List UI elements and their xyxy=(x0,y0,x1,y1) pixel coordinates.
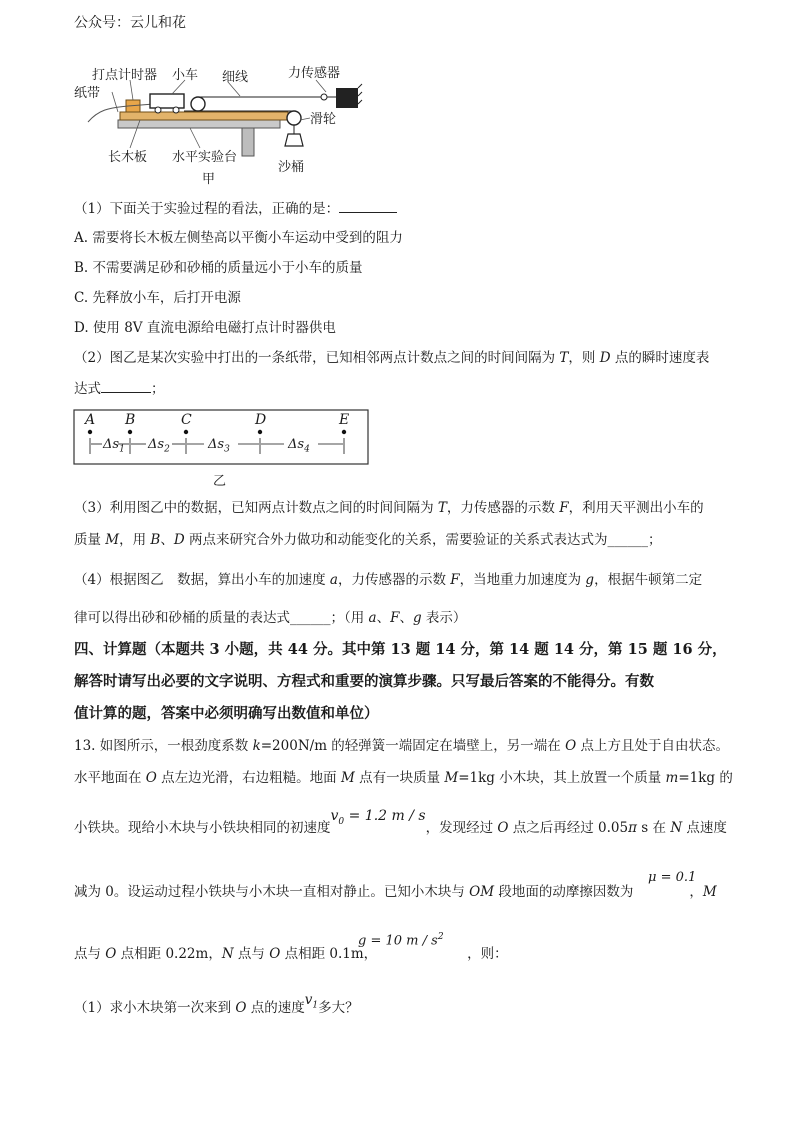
section4-line3: 值计算的题，答案中必须明确写出数值和单位） xyxy=(74,705,379,722)
header-watermark: 公众号：云儿和花 xyxy=(74,15,186,31)
p13-line2: 水平地面在 O 点左边光滑，右边粗糙。地面 M 点有一块质量 M=1kg 小木块，其上放置一个质量 m=1kg 的 xyxy=(74,770,733,786)
figure2-caption: 乙 xyxy=(213,474,227,489)
section4-line1: 四、计算题（本题共 3 小题，共 44 分。其中第 13 题 14 分，第 14 题 14 分，第 15 题 16 分， xyxy=(74,641,727,658)
lab-table-leg xyxy=(242,128,254,156)
label-pulley: 滑轮 xyxy=(310,112,337,127)
label-tape: 纸带 xyxy=(74,86,101,101)
p13-line5: 点与 O 点相距 0.22m，N 点与 O 点相距 0.1m， ，则： xyxy=(74,946,508,962)
section4-line2: 解答时请写出必要的文字说明、方程式和重要的演算步骤。只写最后答案的不能得分。有数 xyxy=(74,673,654,690)
segment-1: $\Delta s_1$ xyxy=(103,437,125,455)
q3-line1: （3）利用图乙中的数据，已知两点计数点之间的时间间隔为 T，力传感器的示数 F，利用天平测出小车的 xyxy=(74,500,704,516)
v0-formula: $v_0 = 1.2$ m / s xyxy=(330,808,426,827)
segment-2: $\Delta s_2$ xyxy=(148,437,170,455)
q2-line2: 达式 ； xyxy=(74,378,165,399)
q1-option-d: D. 使用 8V 直流电源给电磁打点计时器供电 xyxy=(74,320,336,336)
p13-question1: （1）求小木块第一次来到 O 点的速度$v_1$多大？ xyxy=(74,992,359,1016)
q4-line2: 律可以得出砂和砂桶的质量的表达式______；（用 a、F、g 表示） xyxy=(74,610,467,626)
p13-line1: 13. 如图所示，一根劲度系数 k=200N/m 的轻弹簧一端固定在墙壁上，另一端在 O 点上方且处于自由状态。 xyxy=(74,738,729,754)
wall-block xyxy=(336,88,358,108)
label-bucket: 沙桶 xyxy=(278,160,305,175)
point-c xyxy=(184,430,188,434)
cart-wheel xyxy=(173,107,179,113)
label-point-e: E xyxy=(339,412,350,428)
fixed-pulley xyxy=(287,111,301,125)
g-formula: g = 10 m / $s^2$ xyxy=(358,932,444,949)
point-a xyxy=(88,430,92,434)
label-point-d: D xyxy=(255,412,267,428)
q1-stem: （1）下面关于实验过程的看法，正确的是： xyxy=(74,198,397,219)
label-point-b: B xyxy=(125,412,136,428)
long-board xyxy=(120,112,288,120)
q2-line1: （2）图乙是某次实验中打出的一条纸带，已知相邻两点计数点之间的时间间隔为 T，则 D 点的瞬时速度表 xyxy=(74,350,710,366)
mu-formula: μ = 0.1 xyxy=(648,870,697,885)
q4-line1: （4）根据图乙 数据，算出小车的加速度 a，力传感器的示数 F，当地重力加速度为 g，根据牛顿第二定 xyxy=(74,572,703,588)
segment-3: $\Delta s_3$ xyxy=(208,437,230,455)
cart-body xyxy=(150,94,184,108)
lab-table-top xyxy=(118,120,280,128)
label-table: 水平实验台 xyxy=(172,150,238,165)
label-point-a: A xyxy=(85,412,96,428)
label-cart: 小车 xyxy=(172,68,199,83)
cart-wheel xyxy=(155,107,161,113)
q3-line2: 质量 M，用 B、D 两点来研究合外力做功和动能变化的关系，需要验证的关系式表达式为______； xyxy=(74,532,662,548)
point-b xyxy=(128,430,132,434)
cart-pulley xyxy=(191,97,205,111)
label-string: 细线 xyxy=(222,70,249,85)
label-sensor: 力传感器 xyxy=(288,66,341,81)
segment-4: $\Delta s_4$ xyxy=(288,437,310,455)
p13-line3: 小铁块。现给小木块与小铁块相同的初速度$v_0 = 1.2$ m / s，发现经过 O 点之后再经过 0.05π s 在 N 点速度 xyxy=(74,808,727,836)
point-e xyxy=(342,430,346,434)
sand-bucket xyxy=(285,134,303,146)
q1-option-c: C. 先释放小车，后打开电源 xyxy=(74,290,241,306)
label-timer: 打点计时器 xyxy=(92,68,158,83)
point-d xyxy=(258,430,262,434)
p13-line4: 减为 0。设运动过程小铁块与小木块一直相对静止。已知小木块与 OM 段地面的动摩擦因数为 ，M xyxy=(74,884,717,900)
figure1-caption: 甲 xyxy=(202,172,216,187)
force-sensor xyxy=(321,94,327,100)
v1-symbol: $v_1$ xyxy=(304,992,319,1011)
q1-option-b: B. 不需要满足砂和砂桶的质量远小于小车的质量 xyxy=(74,260,363,276)
q1-option-a: A. 需要将长木板左侧垫高以平衡小车运动中受到的阻力 xyxy=(74,230,403,246)
apparatus-figure xyxy=(0,0,800,200)
label-point-c: C xyxy=(181,412,192,428)
label-board: 长木板 xyxy=(108,150,148,165)
